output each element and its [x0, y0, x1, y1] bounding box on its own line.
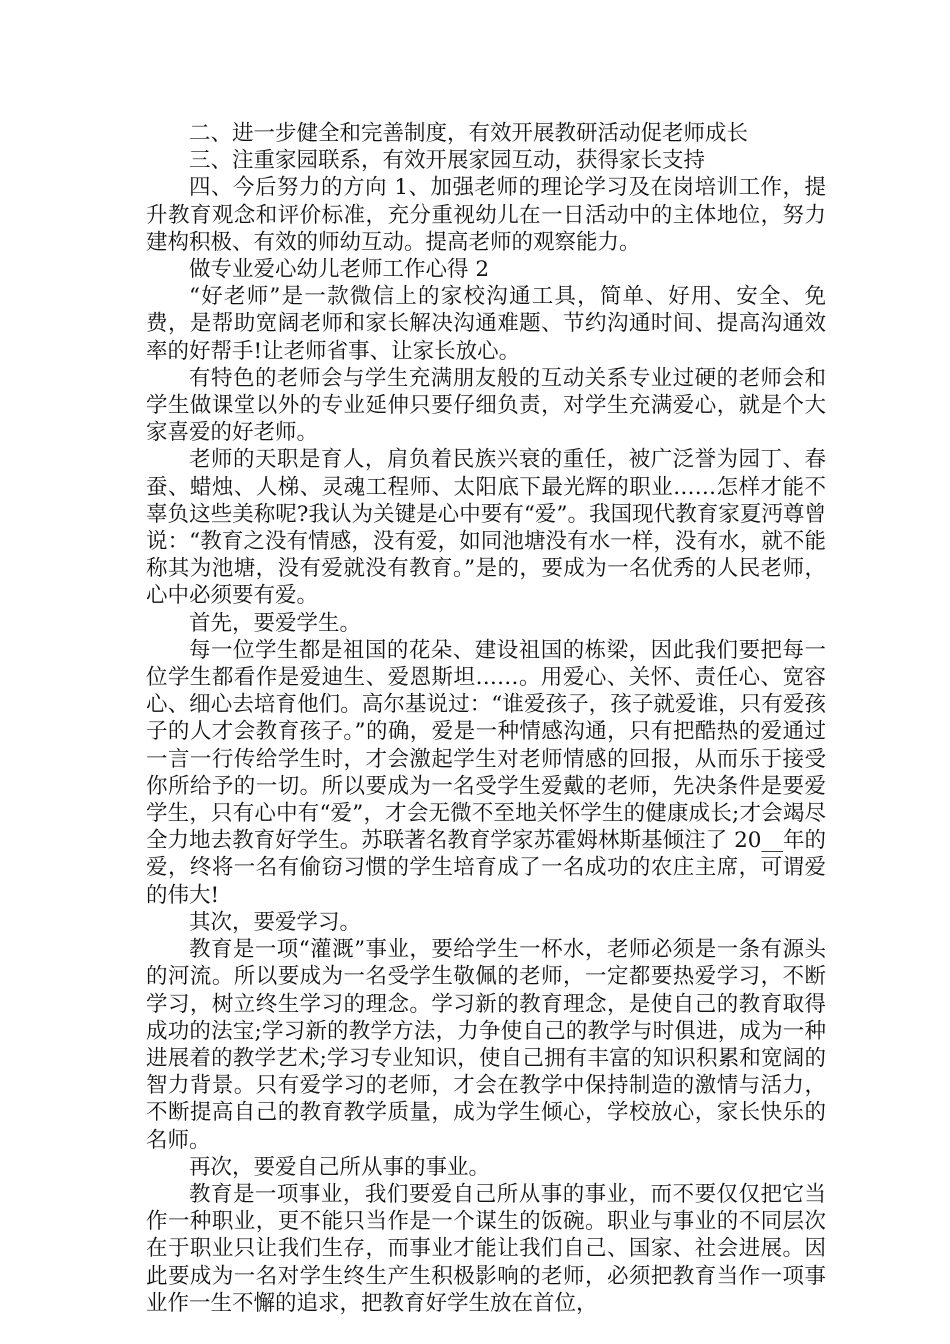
paragraph-8: 首先，要爱学生。 — [189, 610, 362, 636]
paragraph-10: 其次，要爱学习。 — [189, 909, 362, 935]
paragraph-11: 教育是一项“灌溉”事业，要给学生一杯水，老师必须是一条有源头的河流。所以要成为一名受学生敬佩的老师，一定都要热爱学习，不断学习，树立终生学习的理念。学习新的教育理念，是使自己的教育取得成功的法宝;学习新的教学方法，力争使自己的教学与时俱进，成为一种进展着的教学艺术;学习专业知识，使自己拥有丰富的知识积累和宽阔的智力背景。只有爱学习的老师，才会在教学中保持制造的激情与活力，不断提高自己的教育教学质量，成为学生倾心，学校放心，家长快乐的名师。 — [146, 937, 826, 1153]
paragraph-13: 教育是一项事业，我们要爱自己所从事的事业，而不要仅仅把它当作一种职业，更不能只当作是一个谋生的饭碗。职业与事业的不同层次在于职业只让我们生存，而事业才能让我们自己、国家、社会进展。因此要成为一名对学生终生产生积极影响的老师，必须把教育当作一项事业作一生不懈的追求，把教育好学生放在首位， — [146, 1181, 826, 1316]
paragraph-7: 老师的天职是育人，肩负着民族兴衰的重任，被广泛誉为园丁、春蚕、蜡烛、人梯、灵魂工程师、太阳底下最光辉的职业……怎样才能不辜负这些美称呢?我认为关键是心中要有“爱”。我国现代教育家夏沔尊曾说：“教育之没有情感，没有爱，如同池塘没有水一样，没有水，就不能称其为池塘，没有爱就没有教育。”是的，要成为一名优秀的人民老师，心中必须要有爱。 — [146, 447, 826, 609]
paragraph-2: 三、注重家园联系，有效开展家园互动，获得家长支持 — [189, 148, 706, 174]
paragraph-12: 再次，要爱自己所从事的事业。 — [189, 1154, 491, 1180]
document-body — [146, 120, 826, 1317]
paragraph-9: 每一位学生都是祖国的花朵、建设祖国的栋梁，因此我们要把每一位学生都看作是爱迪生、爱恩斯坦……。用爱心、关怀、责任心、宽容心、细心去培育他们。高尔基说过：“谁爱孩子，孩子就爱谁，只有爱孩子的人才会教育孩子。”的确，爱是一种情感沟通，只有把酷热的爱通过一言一行传给学生时，才会激起学生对老师情感的回报，从而乐于接受你所给予的一切。所以要成为一名受学生爱戴的老师，先决条件是要爱学生，只有心中有“爱”，才会无微不至地关怀学生的健康成长;才会竭尽全力地去教育好学生。苏联著名教育学家苏霍姆林斯基倾注了 20__年的爱，终将一名有偷窃习惯的学生培育成了一名成功的农庄主席，可谓爱的伟大! — [146, 637, 826, 908]
paragraph-1: 二、进一步健全和完善制度，有效开展教研活动促老师成长 — [189, 121, 749, 146]
paragraph-6: 有特色的老师会与学生充满朋友般的互动关系专业过硬的老师会和学生做课堂以外的专业延伸只要仔细负责，对学生充满爱心，就是个大家喜爱的好老师。 — [146, 365, 826, 446]
paragraph-5: “好老师”是一款微信上的家校沟通工具，简单、好用、安全、免费，是帮助宽阔老师和家长解决沟通难题、节约沟通时间、提高沟通效率的好帮手!让老师省事、让家长放心。 — [146, 284, 826, 364]
section-heading: 做专业爱心幼儿老师工作心得 2 — [189, 257, 490, 283]
paragraph-3: 四、今后努力的方向 1、加强老师的理论学习及在岗培训工作，提升教育观念和评价标准，充分重视幼儿在一日活动中的主体地位，努力建构积极、有效的师幼互动。提高老师的观察能力。 — [146, 175, 826, 255]
